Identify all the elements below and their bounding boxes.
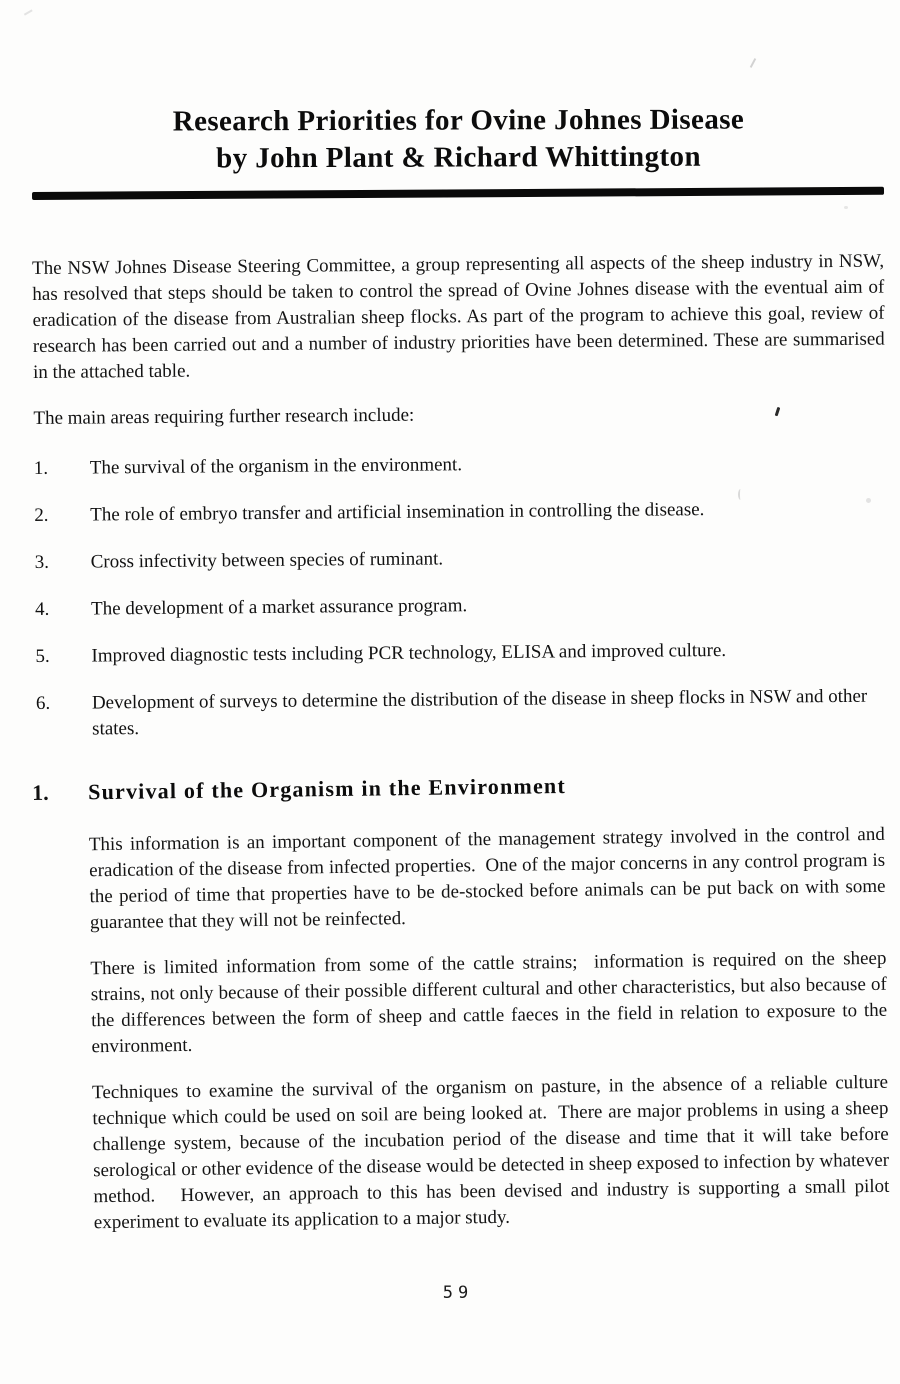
list-item xyxy=(36,684,888,743)
research-areas-list xyxy=(34,449,888,743)
list-intro: The main areas requiring further research include: xyxy=(33,404,415,429)
list-item-number: 3. xyxy=(34,551,50,573)
list-item-number: 1. xyxy=(33,457,49,479)
section-number: 1. xyxy=(32,779,49,805)
section-paragraph-3: Techniques to examine the survival of the organism on pasture, in the absence of a reliable culture technique which could be used on soil are being looked at. There are major problems in using a sheep challenge system, because of the incubation period of the disease and time that it will take before serological or other evidence of the disease would be detected in sheep exposed to infection by whatever method. However, an approach to this has been devised and industry is supporting a small pilot experiment to evaluate its application to a major study. xyxy=(91,1071,895,1234)
section-paragraph-1: This information is an important component of the management strategy involved in the control and eradication of the disease from infected properties. One of the major concerns in any control program is the period of time that properties have to be de-stocked before animals can be put back on with some guarantee that they will not be reinfected. xyxy=(88,823,891,934)
list-item-text: The survival of the organism in the environment. xyxy=(89,454,463,479)
list-item-text: Development of surveys to determine the distribution of the disease in sheep flocks in NSW and other states. xyxy=(91,685,868,740)
title-rule xyxy=(32,187,884,200)
list-item-number: 2. xyxy=(34,504,49,526)
list-item-text: Improved diagnostic tests including PCR technology, ELISA and improved culture. xyxy=(91,639,727,667)
list-item-number: 5. xyxy=(35,645,50,667)
page-number: 59 xyxy=(442,1283,474,1303)
list-item-number: 4. xyxy=(34,598,50,620)
section-heading-text: Survival of the Organism in the Environment xyxy=(88,773,567,805)
scan-artifact xyxy=(20,3,32,15)
section-heading xyxy=(32,768,884,807)
list-item xyxy=(35,590,887,623)
title-line-1: Research Priorities for Ovine Johnes Disease xyxy=(172,103,745,138)
list-item xyxy=(34,449,886,482)
list-item xyxy=(34,496,886,529)
list-item-text: The development of a market assurance program. xyxy=(90,595,468,620)
list-item xyxy=(35,637,887,670)
title-line-2: by John Plant & Richard Whittington xyxy=(216,140,701,175)
document-title xyxy=(32,0,885,178)
list-item-text: The role of embryo transfer and artificial insemination in controlling the disease. xyxy=(90,499,705,526)
section-paragraph-2: There is limited information from some of the cattle strains; information is required on the sheep strains, not only because of their possible different cultural and other characteristics, but also because of the differences between the form of sheep and cattle faeces in the field in relation to exposure to the environment. xyxy=(90,947,892,1058)
list-item-text: Cross infectivity between species of ruminant. xyxy=(90,548,444,573)
intro-paragraph: The NSW Johnes Disease Steering Committee, a group representing all aspects of the sheep industry in NSW, has resolved that steps should be taken to control the spread of Ovine Johnes disease with the eventual aim of eradication of the disease from Australian sheep flocks. As part of the program to achieve this goal, review of research has been carried out and a number of industry priorities have been determined. These are summarised in the attached table. xyxy=(32,250,890,383)
list-item xyxy=(35,543,887,576)
list-item-number: 6. xyxy=(35,692,51,714)
